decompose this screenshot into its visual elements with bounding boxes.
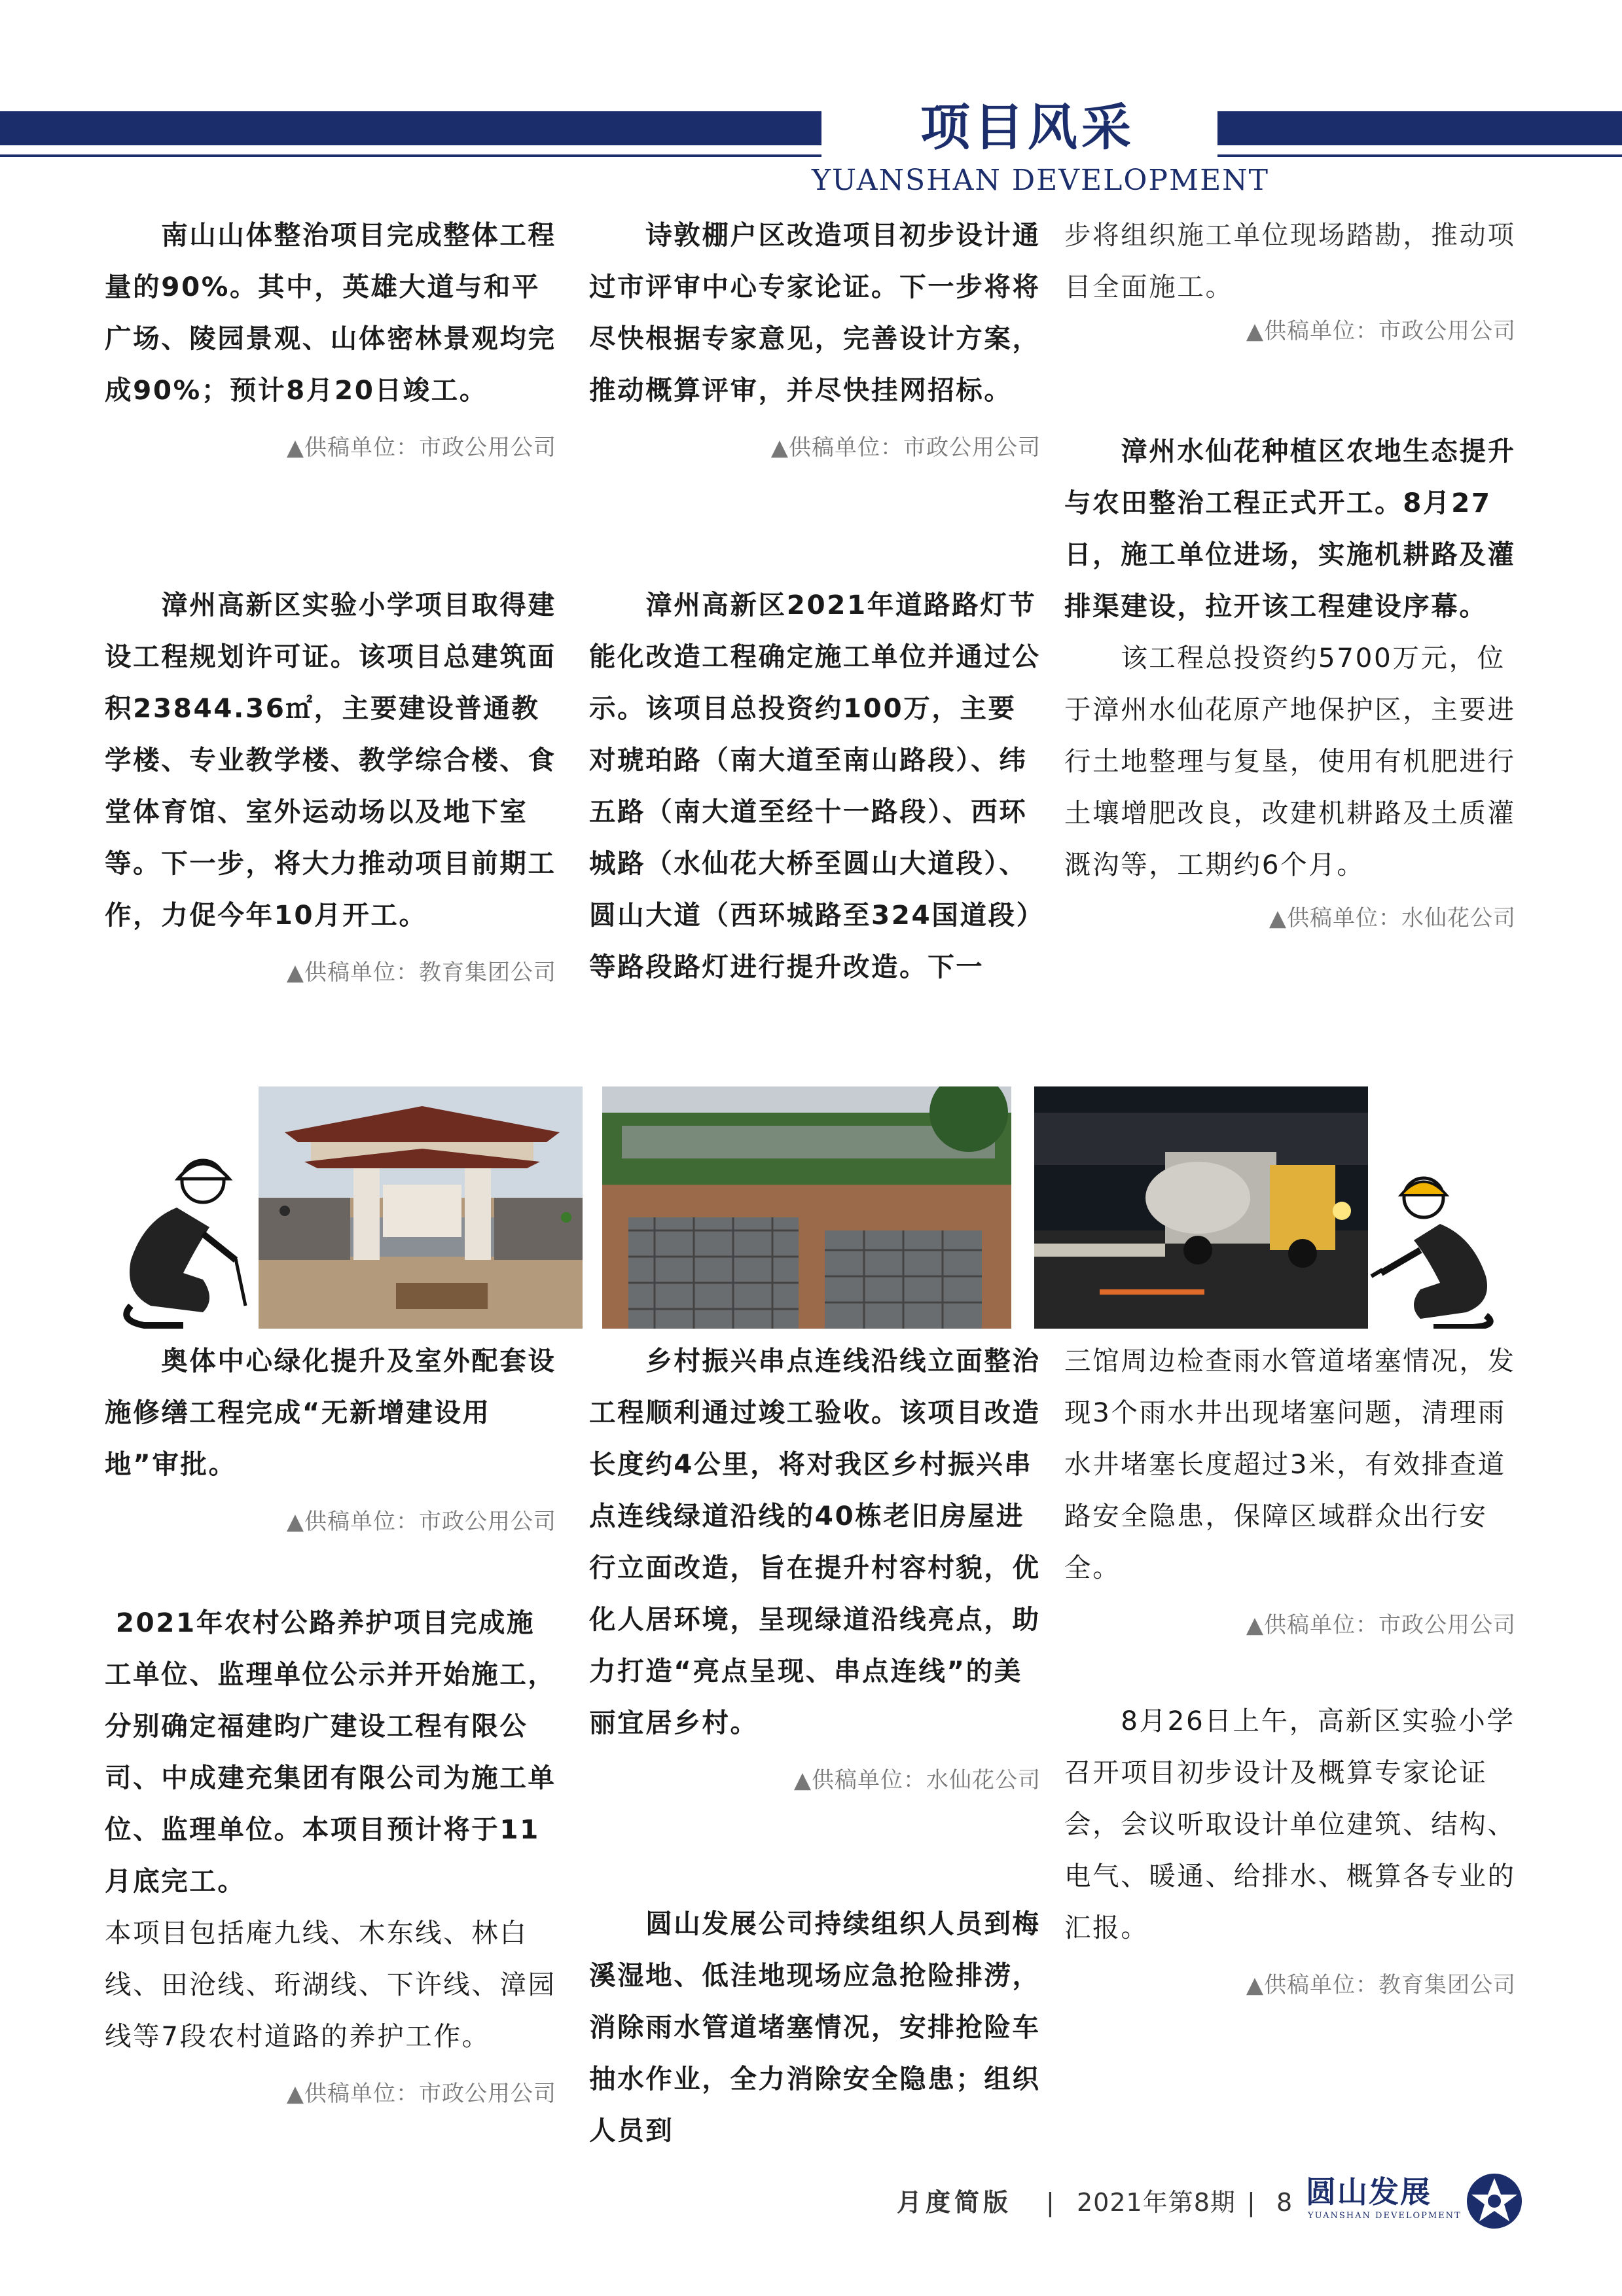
article-flood-control-cont: [1064, 1335, 1516, 1643]
article-rural-road: [105, 1597, 556, 2112]
article-source: ▲供稿单位：市政公用公司: [1246, 318, 1516, 344]
footer-separator: |: [1247, 2188, 1255, 2217]
article-shidun: [589, 209, 1041, 466]
article-streetlight-cont: [1064, 209, 1516, 350]
article-text: 三馆周边检查雨水管道堵塞情况，发现3个雨水井出现堵塞问题，清理雨水井堵塞长度超过3米，有效排查道路安全隐患，保障区域群众出行安全。: [1064, 1345, 1516, 1583]
article-narcissus-farm: [1064, 425, 1516, 937]
article-school-permit: [105, 579, 556, 991]
article-olympic-center: [105, 1335, 556, 1540]
footer-brand-sub: YUANSHAN DEVELOPMENT: [1308, 2211, 1462, 2221]
article-source: ▲供稿单位：市政公用公司: [286, 1509, 556, 1535]
article-school-design-review: [1064, 1695, 1516, 2003]
footer-separator: |: [1046, 2188, 1054, 2217]
footer-brand: 圆山发展: [1306, 2174, 1432, 2210]
article-flood-control: [589, 1898, 1041, 2157]
article-text: 该工程总投资约5700万元，位于漳州水仙花原产地保护区，主要进行土地整理与复垦，使用有机肥进行土壤增肥改良，改建机耕路及土质灌溉沟等，工期约6个月。: [1064, 642, 1516, 880]
article-source: ▲供稿单位：市政公用公司: [1246, 1612, 1516, 1638]
article-source: ▲供稿单位：市政公用公司: [286, 435, 556, 461]
article-source: ▲供稿单位：水仙花公司: [793, 1767, 1041, 1793]
article-source: ▲供稿单位：市政公用公司: [770, 435, 1041, 461]
article-text: 南山山体整治项目完成整体工程量的90%。其中，英雄大道与和平广场、陵园景观、山体密林景观均完成90%；预计8月20日竣工。: [105, 219, 556, 406]
worker-illustration-left: [105, 1149, 255, 1332]
article-text: 8月26日上午，高新区实验小学召开项目初步设计及概算专家论证会，会议听取设计单位建筑、结构、电气、暖通、给排水、概算各专业的汇报。: [1064, 1705, 1516, 1943]
article-source: ▲供稿单位：教育集团公司: [1246, 1972, 1516, 1998]
article-source: ▲供稿单位：教育集团公司: [286, 960, 556, 986]
article-text: 漳州高新区实验小学项目取得建设工程规划许可证。该项目总建筑面积23844.36㎡，主要建设普通教学楼、专业教学楼、教学综合楼、食堂体育馆、室外运动场以及地下室等。下一步，将大力推动项目前期工作，力促今年10月开工。: [105, 589, 556, 931]
article-text: 圆山发展公司持续组织人员到梅溪湿地、低洼地现场应急抢险排涝，消除雨水管道堵塞情况，安排抢险车抽水作业，全力消除安全隐患；组织人员到: [589, 1908, 1041, 2146]
article-source: ▲供稿单位：水仙花公司: [1269, 905, 1516, 931]
article-text: 乡村振兴串点连线沿线立面整治工程顺利通过竣工验收。该项目改造长度约4公里，将对我区乡村振兴串点连线绿道沿线的40栋老旧房屋进行立面改造，旨在提升村容村貌，优化人居环境，呈现绿道沿线亮点，助力打造“亮点呈现、串点连线”的美丽宜居乡村。: [589, 1345, 1041, 1738]
article-text: 步将组织施工单位现场踏勘，推动项目全面施工。: [1064, 219, 1516, 302]
footer-publication: 月度简版: [897, 2188, 1013, 2217]
article-text: 诗敦棚户区改造项目初步设计通过市评审中心专家论证。下一步将将尽快根据专家意见，完善设计方案，推动概算评审，并尽快挂网招标。: [589, 219, 1041, 406]
section-subtitle: YUANSHAN DEVELOPMENT: [812, 164, 1270, 197]
logo-icon: [1465, 2172, 1524, 2231]
article-source: ▲供稿单位：市政公用公司: [286, 2081, 556, 2107]
header-bar-left: [0, 111, 821, 145]
footer-issue: 2021年第8期: [1077, 2188, 1236, 2217]
article-text: 漳州高新区2021年道路路灯节能化改造工程确定施工单位并通过公示。该项目总投资约100万，主要对琥珀路（南大道至南山路段）、纬五路（南大道至经十一路段）、西环城路（水仙花大桥至圆山大道段）、圆山大道（西环城路至324国道段）等路段路灯进行提升改造。下一: [589, 589, 1041, 982]
article-streetlight: [589, 579, 1041, 993]
article-text: 漳州水仙花种植区农地生态提升与农田整治工程正式开工。8月27日，施工单位进场，实施机耕路及灌排渠建设，拉开该工程建设序幕。: [1064, 435, 1516, 622]
worker-illustration-right: [1368, 1165, 1519, 1329]
article-rural-revitalization: [589, 1335, 1041, 1799]
header-line-right: [1217, 154, 1622, 157]
section-title: 项目风采: [920, 98, 1135, 156]
article-nanshan: [105, 209, 556, 466]
header-bar-right: [1217, 111, 1622, 145]
photo-night-truck: [1034, 1086, 1368, 1329]
footer-page-number: 8: [1276, 2188, 1293, 2217]
header-line-left: [0, 154, 821, 157]
photo-temple-gate: [259, 1086, 583, 1329]
article-text: 奥体中心绿化提升及室外配套设施修缮工程完成“无新增建设用地”审批。: [105, 1345, 556, 1480]
article-text: 2021年农村公路养护项目完成施工单位、监理单位公示并开始施工，分别确定福建昀广建设工程有限公司、中成建充集团有限公司为施工单位、监理单位。本项目预计将于11月底完工。: [105, 1607, 556, 1897]
photo-construction-site: [602, 1086, 1011, 1329]
article-text: 本项目包括庵九线、木东线、林白线、田沧线、珩湖线、下许线、漳园线等7段农村道路的养护工作。: [105, 1917, 556, 2052]
